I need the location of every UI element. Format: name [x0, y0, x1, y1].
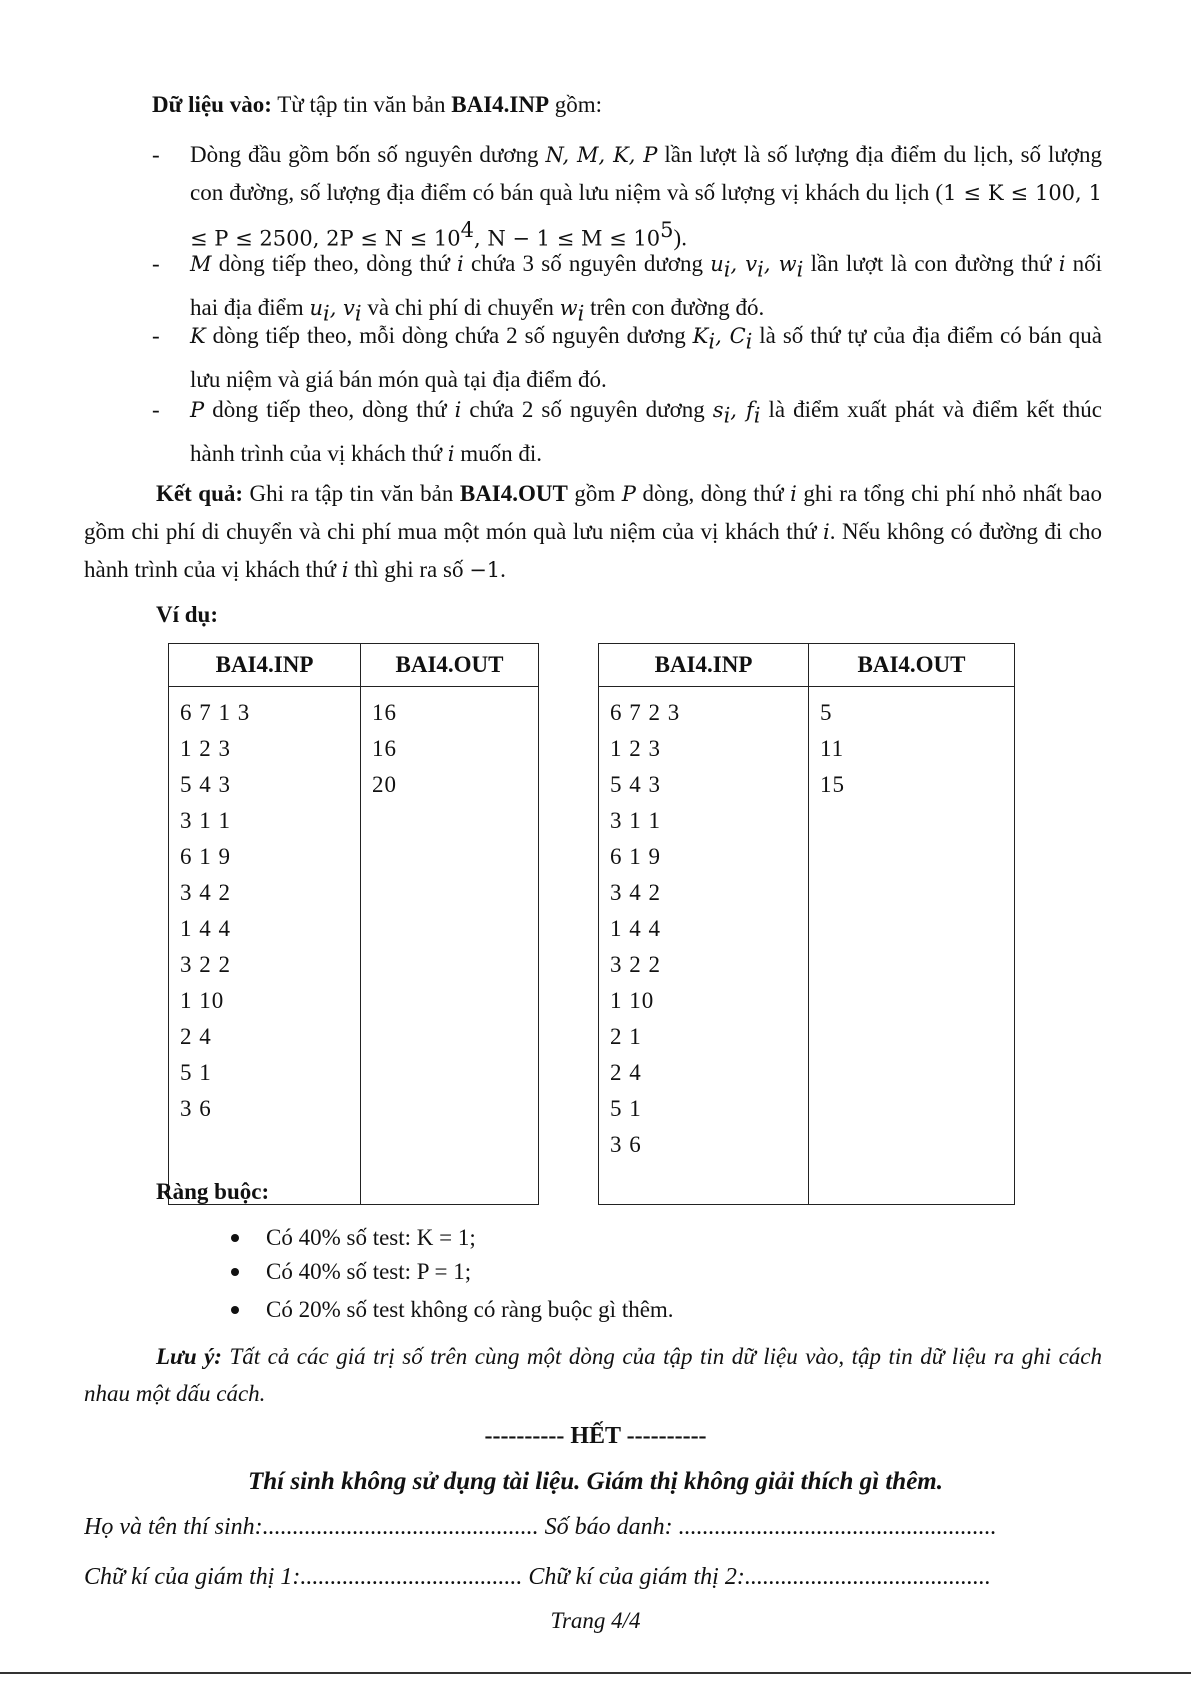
input-line: 3 4 2 — [610, 880, 661, 905]
text: và chi phí di chuyển — [361, 294, 560, 320]
math: i — [823, 520, 830, 544]
output-heading: Kết quả: — [156, 481, 244, 506]
text: muốn đi. — [454, 440, 542, 466]
input-line: 6 1 9 — [180, 844, 231, 869]
text: gồm — [567, 481, 622, 506]
math: , v — [329, 295, 355, 320]
input-line: 3 2 2 — [610, 952, 661, 977]
text: . — [500, 557, 506, 582]
output-cell — [809, 687, 1015, 1205]
input-line: 6 7 1 3 — [180, 700, 251, 725]
input-line: 1 10 — [180, 988, 225, 1013]
bullet-dot — [231, 1268, 239, 1276]
input-line: 1 10 — [610, 988, 655, 1013]
math: 1 ≤ K ≤ 100, 1 ≤ P ≤ 2500, 2P ≤ N ≤ 10 — [190, 181, 1102, 251]
bullet-dot — [231, 1234, 239, 1242]
input-line: 5 1 — [180, 1060, 212, 1085]
input-line: 3 4 2 — [180, 880, 231, 905]
input-line: 2 1 — [610, 1024, 642, 1049]
proctor-signature-line — [84, 1557, 1112, 1597]
math: −1 — [469, 558, 501, 582]
constraint-text: Có 40% số test: K = 1; — [266, 1225, 476, 1250]
input-bullet-1 — [152, 136, 1102, 258]
math: N, M, K, P — [545, 143, 658, 167]
constraint-text: Có 40% số test: P = 1; — [266, 1259, 472, 1284]
end-marker: ---------- HẾT ---------- — [484, 1423, 707, 1449]
input-line: 1 2 3 — [610, 736, 661, 761]
constraint-item — [232, 1291, 674, 1329]
candidate-name-label: Họ và tên thí sinh: — [84, 1514, 263, 1540]
output-line: 20 — [372, 772, 397, 797]
math: i — [447, 441, 455, 466]
math: i — [790, 482, 797, 506]
math: , f — [730, 398, 754, 422]
input-cell — [169, 687, 361, 1205]
example-table-2 — [598, 643, 1015, 1205]
dotted-fill: ..................................................... — [678, 1514, 997, 1540]
input-heading: Dữ liệu vào: — [152, 92, 272, 117]
input-filename: BAI4.INP — [451, 92, 550, 117]
bullet-dash: - — [152, 251, 160, 276]
subscript: i — [322, 301, 330, 326]
subscript: i — [723, 403, 731, 428]
candidate-info-line — [84, 1507, 1112, 1547]
input-line: 1 4 4 — [610, 916, 661, 941]
math: K — [190, 324, 206, 348]
table-header-input: BAI4.INP — [599, 644, 809, 687]
math: K — [692, 324, 709, 348]
text: dòng tiếp theo, dòng thứ — [204, 397, 455, 422]
subscript: i — [745, 329, 753, 354]
constraint-text: Có 20% số test không có ràng buộc gì thêm. — [266, 1297, 674, 1322]
input-line: 2 4 — [610, 1060, 642, 1085]
text: thì ghi ra số — [348, 557, 470, 582]
math: , v — [730, 252, 758, 276]
proctor-1-label: Chữ kí của giám thị 1: — [84, 1564, 301, 1590]
dotted-fill: ..................................... — [300, 1564, 523, 1590]
text: dòng, dòng thứ — [635, 481, 791, 506]
text: Ghi ra tập tin văn bản — [243, 481, 460, 506]
bullet-dash: - — [152, 323, 160, 348]
input-line: 1 2 3 — [180, 736, 231, 761]
candidate-id-label: Số báo danh: — [544, 1514, 673, 1540]
subscript: i — [753, 403, 761, 428]
subscript: i — [757, 257, 764, 282]
table-header-output: BAI4.OUT — [809, 644, 1015, 687]
output-line: 15 — [820, 772, 845, 797]
input-line: 1 4 4 — [180, 916, 231, 941]
text: lần lượt là số lượng địa điểm du lịch, số lượng con đường, số lượng địa điểm có bán quà lưu niệm và số lượng vị khách du lịch ( — [190, 142, 1103, 205]
superscript: 4 — [460, 218, 474, 242]
input-line: 3 1 1 — [610, 808, 661, 833]
text: lần lượt là con đường thứ — [803, 251, 1059, 276]
text: ). — [673, 225, 687, 251]
input-line: 3 1 1 — [180, 808, 231, 833]
page-number: Trang 4/4 — [550, 1608, 641, 1633]
input-bullet-3 — [152, 317, 1102, 398]
text: chứa 2 số nguyên dương — [461, 397, 713, 422]
math: i — [457, 252, 464, 276]
input-line: 5 4 3 — [180, 772, 231, 797]
constraint-item — [232, 1219, 476, 1257]
input-line: 5 4 3 — [610, 772, 661, 797]
text: trên con đường đó. — [584, 294, 765, 320]
bullet-dash: - — [152, 142, 160, 167]
text: dòng tiếp theo, dòng thứ — [211, 251, 458, 276]
input-bullet-4 — [152, 391, 1102, 473]
math: M — [190, 252, 212, 276]
input-line: 6 7 2 3 — [610, 700, 681, 725]
text: nối hai địa điểm — [190, 251, 1103, 320]
input-line: 5 1 — [610, 1096, 642, 1121]
output-filename: BAI4.OUT — [459, 481, 568, 506]
input-line: 3 2 2 — [180, 952, 231, 977]
constraints-heading: Ràng buộc: — [156, 1179, 270, 1204]
math: , N − 1 ≤ M ≤ 10 — [474, 226, 661, 251]
output-cell — [361, 687, 539, 1205]
table-header-output: BAI4.OUT — [361, 644, 539, 687]
math: i — [454, 398, 462, 422]
input-line: 3 6 — [180, 1096, 212, 1121]
note-paragraph — [84, 1338, 1102, 1412]
math: s — [712, 398, 724, 422]
math: u — [710, 252, 724, 276]
text: là điểm xuất phát và điểm kết thúc hành trình của vị khách thứ — [190, 397, 1102, 466]
math: , w — [763, 252, 797, 276]
note-label: Lưu ý: — [156, 1344, 222, 1369]
math: i — [1058, 252, 1066, 276]
dotted-fill: ......................................... — [744, 1564, 991, 1590]
constraint-item — [232, 1253, 471, 1291]
page-bottom-border — [0, 1672, 1191, 1674]
input-line: 3 6 — [610, 1132, 642, 1157]
math: P — [190, 398, 205, 422]
input-heading-line — [152, 86, 602, 123]
bullet-dash: - — [152, 397, 160, 422]
text: là số thứ tự của địa điểm có bán quà lưu niệm và giá bán món quà tại địa điểm đó. — [190, 323, 1102, 392]
text: ghi ra tổng chi phí nhỏ nhất bao gồm chi phí di chuyển và chi phí mua một món quà lưu niệm của vị khách thứ — [84, 481, 1102, 544]
table-header-input: BAI4.INP — [169, 644, 361, 687]
dotted-fill: .............................................. — [262, 1514, 539, 1540]
math: w — [559, 295, 578, 320]
output-line: 5 — [820, 700, 833, 725]
example-heading: Ví dụ: — [156, 602, 218, 627]
subscript: i — [723, 257, 731, 282]
math: P — [621, 482, 636, 506]
subscript: i — [796, 257, 804, 282]
proctor-2-label: Chữ kí của giám thị 2: — [528, 1564, 745, 1590]
subscript: i — [577, 301, 585, 326]
input-intro-end: gồm: — [549, 92, 603, 117]
math: i — [341, 558, 349, 582]
note-text: Tất cả các giá trị số trên cùng một dòng của tập tin dữ liệu vào, tập tin dữ liệu ra ghi cách nhau một dấu cách. — [84, 1344, 1102, 1406]
superscript: 5 — [660, 218, 674, 242]
math: , C — [715, 324, 746, 348]
bullet-dot — [231, 1306, 239, 1314]
output-line: 11 — [820, 736, 845, 761]
input-line: 6 1 9 — [610, 844, 661, 869]
input-line: 2 4 — [180, 1024, 212, 1049]
output-line: 16 — [372, 736, 397, 761]
exam-instruction: Thí sinh không sử dụng tài liệu. Giám thị không giải thích gì thêm. — [247, 1468, 944, 1495]
math: u — [309, 295, 323, 320]
output-line: 16 — [372, 700, 397, 725]
example-table-1 — [168, 643, 539, 1205]
text: . Nếu không có đường đi cho hành trình của vị khách thứ — [84, 519, 1102, 582]
text: chứa 3 số nguyên dương — [463, 251, 711, 276]
input-intro: Từ tập tin văn bản — [271, 92, 452, 117]
text: Dòng đầu gồm bốn số nguyên dương — [190, 142, 546, 167]
input-cell — [599, 687, 809, 1205]
subscript: i — [354, 301, 362, 326]
output-paragraph — [84, 475, 1102, 589]
subscript: i — [708, 329, 716, 354]
text: dòng tiếp theo, mỗi dòng chứa 2 số nguyên dương — [205, 323, 693, 348]
